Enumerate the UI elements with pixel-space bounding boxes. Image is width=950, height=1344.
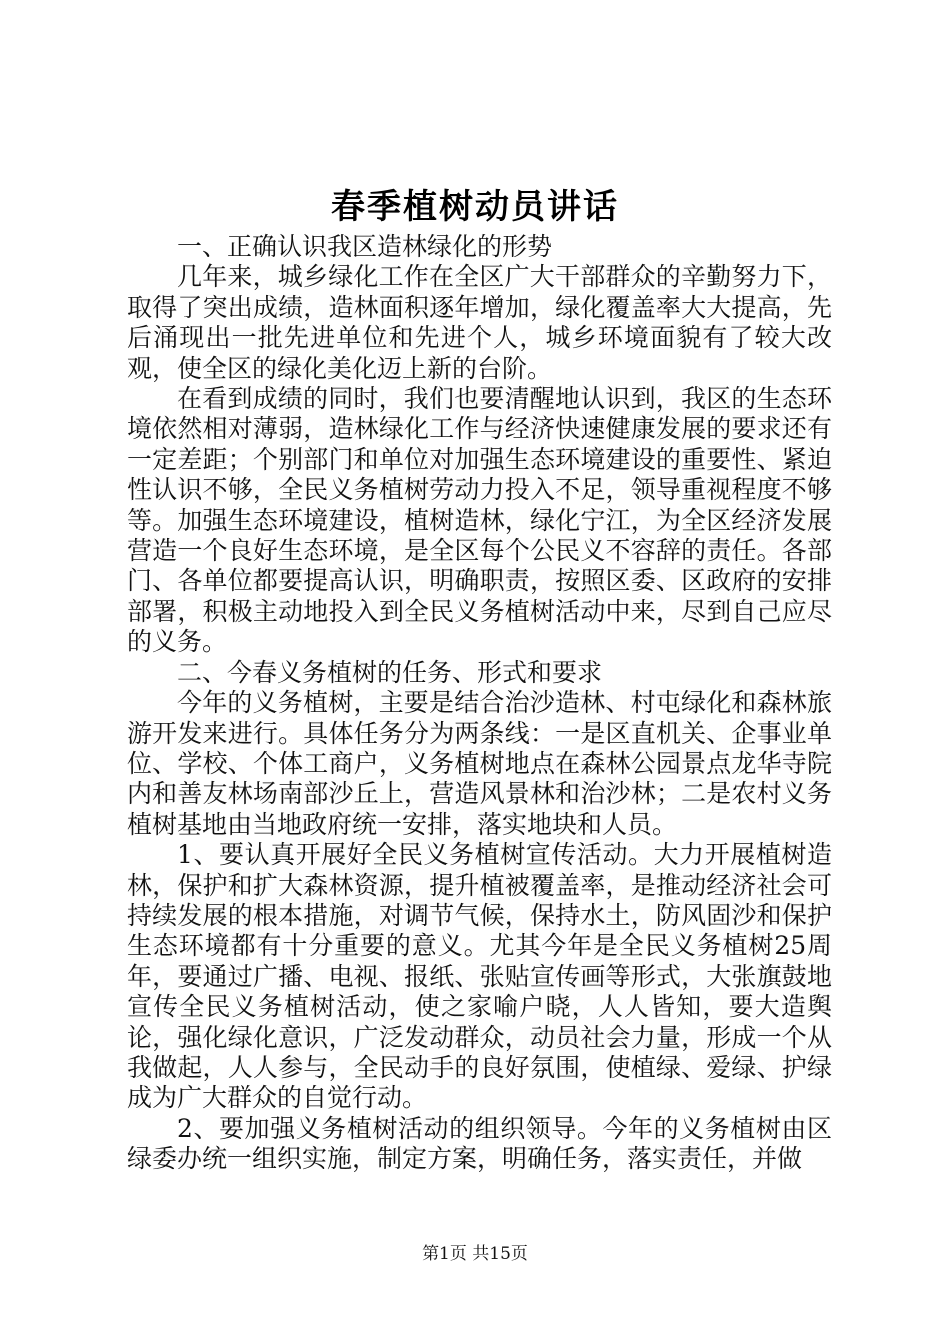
- paragraph: 2、要加强义务植树活动的组织领导。今年的义务植树由区绿委办统一组织实施，制定方案，明确任务，落实责任，并做: [127, 1113, 832, 1174]
- paragraph: 今年的义务植树，主要是结合治沙造林、村屯绿化和森林旅游开发来进行。具体任务分为两条线：一是区直机关、企事业单位、学校、个体工商户，义务植树地点在森林公园景点龙华寺院内和善友林场南部沙丘上，营造风景林和治沙林；二是农村义务植树基地由当地政府统一安排，落实地块和人员。: [127, 688, 832, 839]
- document-body: [127, 232, 832, 1175]
- page-footer: 第1页 共15页: [422, 1244, 528, 1264]
- section-heading-2: 二、今春义务植树的任务、形式和要求: [177, 657, 603, 687]
- section-heading-1: 一、正确认识我区造林绿化的形势: [177, 232, 553, 261]
- document-title: 春季植树动员讲话: [331, 187, 619, 227]
- paragraph: 1、要认真开展好全民义务植树宣传活动。大力开展植树造林，保护和扩大森林资源，提升植被覆盖率，是推动经济社会可持续发展的根本措施，对调节气候，保持水土，防风固沙和保护生态环境都有十分重要的意义。尤其今年是全民义务植树25周年，要通过广播、电视、报纸、张贴宣传画等形式，大张旗鼓地宣传全民义务植树活动，使之家喻户晓，人人皆知，要大造舆论，强化绿化意识，广泛发动群众，动员社会力量，形成一个从我做起，人人参与，全民动手的良好氛围，使植绿、爱绿、护绿成为广大群众的自觉行动。: [127, 840, 832, 1113]
- paragraph: 几年来，城乡绿化工作在全区广大干部群众的辛勤努力下，取得了突出成绩，造林面积逐年增加，绿化覆盖率大大提高，先后涌现出一批先进单位和先进个人，城乡环境面貌有了较大改观，使全区的绿化美化迈上新的台阶。: [127, 262, 832, 383]
- paragraph: 在看到成绩的同时，我们也要清醒地认识到，我区的生态环境依然相对薄弱，造林绿化工作与经济快速健康发展的要求还有一定差距；个别部门和单位对加强生态环境建设的重要性、紧迫性认识不够，全民义务植树劳动力投入不足，领导重视程度不够等。加强生态环境建设，植树造林，绿化宁江，为全区经济发展营造一个良好生态环境，是全区每个公民义不容辞的责任。各部门、各单位都要提高认识，明确职责，按照区委、区政府的安排部署，积极主动地投入到全民义务植树活动中来，尽到自己应尽的义务。: [127, 384, 832, 657]
